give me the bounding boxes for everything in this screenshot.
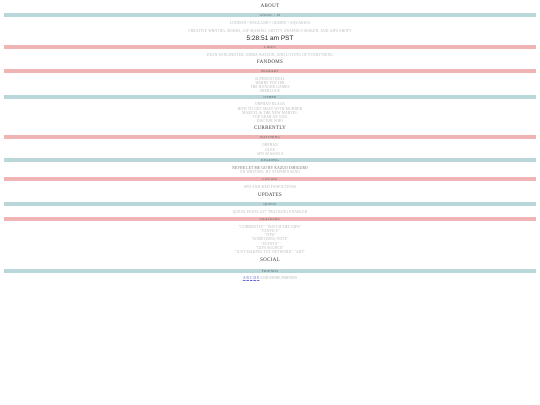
about-line-2: CREATIVE WRITING, BOOKS, GIF MAKING, GRITTY GRAPHICS MAKER, AND GIFS SHOPT — [188, 29, 352, 34]
updates-heading: UPDATES — [257, 192, 283, 198]
friend-link[interactable]: E — [257, 276, 260, 281]
likes-bar: LIKES — [4, 45, 536, 49]
about-line-1: LONDON • ENGLAND • GEMINI • AQUARIUS — [229, 21, 311, 25]
primary-fandom: HARRY POTTER — [255, 80, 285, 85]
fandoms-other-bar: OTHER — [4, 95, 536, 99]
watching-bar: WATCHING — [4, 135, 536, 139]
other-fandom: TOP GEAR OF GOD — [252, 115, 288, 120]
other-fandom: ORPHAN BLACK — [254, 102, 286, 107]
about-name-bar: ANGEL / 18 — [4, 13, 536, 17]
other-fandom: DOCTOR WHO — [256, 119, 284, 124]
primary-fandom: THE HUNGER GAMES — [250, 85, 290, 90]
primary-fandom: SUPERNATURAL — [254, 76, 286, 81]
loving-item: SPN AND BAD FANFICTIONS — [243, 185, 297, 190]
tracking-bar: TRACKING — [4, 217, 536, 221]
friend-link[interactable]: D — [253, 276, 257, 281]
reading-bar: READING — [4, 158, 536, 162]
tracking-tag[interactable]: "SOMETHING NOTE" — [251, 237, 289, 242]
friends-suffix: AND MORE FRIENDS — [260, 276, 298, 281]
fandoms-heading: FANDOMS — [256, 59, 284, 65]
tracking-tag[interactable]: "CURRENTLY" "WATCH THE GIFS" — [238, 224, 302, 229]
clock-display: 5:28:51 am PST — [246, 35, 294, 43]
likes-line: DEAN WINCHESTER, EMMA WATSON, AND LOVING OF EVERYTHING — [206, 53, 334, 58]
social-heading: SOCIAL — [260, 258, 280, 264]
reading-item: ON WRITING: BY STEPHEN KING — [239, 170, 301, 175]
about-heading: ABOUT — [260, 4, 280, 9]
other-fandom: HOW TO GET AWAY WITH MURDER — [237, 106, 303, 111]
primary-fandom: SHERLOCK — [259, 89, 281, 94]
tracking-tag[interactable]: "FANFICS" — [260, 229, 280, 234]
currently-heading: CURRENTLY — [253, 126, 287, 132]
loving-bar: LOVING — [4, 177, 536, 181]
watching-item: GLEE — [265, 147, 275, 152]
tracking-tag[interactable]: "JUST MAKING TUT NETWORK" "ART" — [234, 250, 306, 255]
friend-link[interactable]: B — [246, 276, 249, 281]
queue-bar: QUEUE — [4, 202, 536, 206]
friends-bar: FRIENDS — [4, 269, 536, 273]
tracking-tag[interactable]: "SCENTS" — [261, 241, 279, 246]
friends-list — [0, 276, 540, 281]
tracking-tag[interactable]: "TIPS" — [264, 233, 276, 238]
tracking-tag[interactable]: "GIFS SOURCE" — [255, 245, 285, 250]
reading-item: NEVER LET ME GO BY KAZUO ISHIGURO — [232, 166, 308, 171]
watching-item: SPN SEASON 8 — [256, 151, 284, 156]
fandoms-primary-bar: PRIMARY — [4, 69, 536, 73]
other-fandom: MARVEL & THE NEW MARVEL — [242, 110, 298, 115]
friend-link[interactable]: C — [249, 276, 253, 281]
queue-line: QUEUE POSTS 24/7 TRACKING ENABLED — [232, 209, 308, 214]
friend-link[interactable]: A — [242, 276, 246, 281]
watching-item: ORPHAN — [262, 143, 278, 148]
